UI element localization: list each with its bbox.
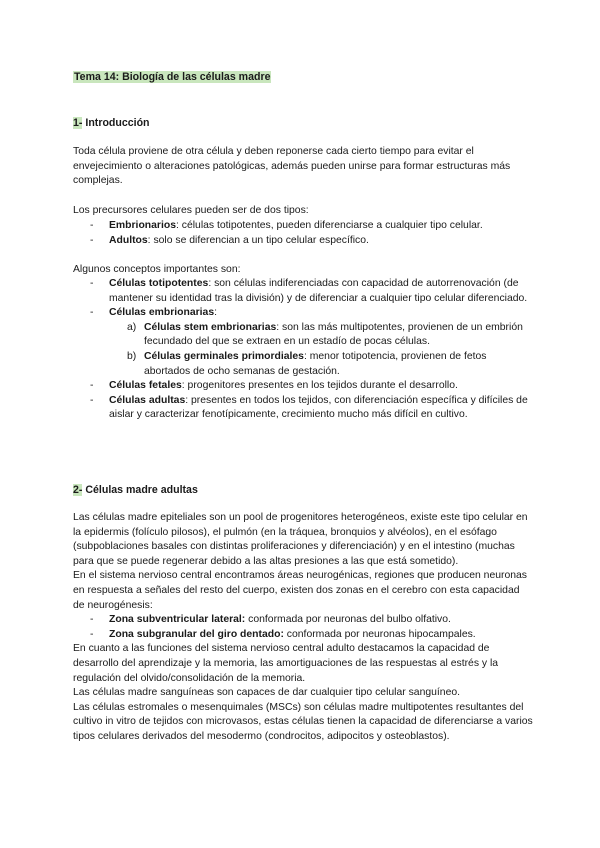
section-1-title: Introducción xyxy=(85,117,150,129)
definition: conformada por neuronas hipocampales. xyxy=(283,628,476,640)
neurogenesis-paragraph: En el sistema nervioso central encontramos áreas neurogénicas, regiones que producen neuronas en respuesta a señales del resto del cuerpo, existen dos zonas en el cerebro con esta capacidad de neurogénesis: xyxy=(73,570,527,611)
section-1-number: 1- xyxy=(73,117,83,129)
definition: : solo se diferencian a un tipo celular específico. xyxy=(147,234,369,246)
list-item xyxy=(73,613,533,628)
section-2-heading xyxy=(73,483,533,498)
list-item xyxy=(73,628,533,643)
sub-list-item xyxy=(73,350,533,379)
concepts-intro: Algunos conceptos importantes son: xyxy=(73,264,241,275)
definition: : son células indiferenciadas con capacidad de autorrenovación (de mantener su identidad tras la división) y de diferenciar a cualquier tipo celular diferenciado. xyxy=(109,278,528,304)
sub-list-item xyxy=(73,321,533,350)
functions-paragraph: En cuanto a las funciones del sistema nervioso central adulto destacamos la capacidad de desarrollo del aprendizaje y la memoria, las amortiguaciones de las respuestas al estrés y la regulación del olvido/consolidación de la memoria. xyxy=(73,643,499,684)
definition: : son las más multipotentes, provienen de un embrión fecundado del que se extraen en un estadío de pocas células. xyxy=(144,321,523,348)
definition: : xyxy=(214,307,217,319)
term: Células totipotentes xyxy=(109,278,209,289)
epithelial-paragraph: Las células madre epiteliales son un pool de progenitores heterogéneos, existe este tipo celular en la epidermis (folículo pilosos), el pulmón (en la tráquea, bronquios y alvéolos), en el esófago (subpoblaciones basales con distintas proliferaciones y diferenciación) y en el intestino (muchas para que se puede regenerar debido a las altas presiones a las que está sometido). xyxy=(73,512,528,567)
sub-label: b) xyxy=(127,350,137,362)
term: Células fetales xyxy=(109,380,182,392)
list-item xyxy=(73,379,533,394)
precursors-intro: Los precursores celulares pueden ser de dos tipos: xyxy=(73,205,309,216)
page-title xyxy=(73,70,533,85)
section-1-heading xyxy=(73,116,533,131)
term: Zona subventricular lateral: xyxy=(109,614,246,626)
term: Adultos xyxy=(109,234,148,246)
term: Células embrionarias xyxy=(109,307,215,319)
term: Embrionarios xyxy=(109,220,176,231)
term: Zona subgranular del giro dentado: xyxy=(109,628,284,640)
list-item xyxy=(73,394,533,423)
list-item xyxy=(73,277,533,306)
definition: conformada por neuronas del bulbo olfativo. xyxy=(245,614,451,626)
term: Células adultas xyxy=(109,394,186,406)
definition: : presentes en todos los tejidos, con diferenciación específica y difíciles de aislar y caracterizar fenotípicamente, crecimiento mucho más difícil en cultivo. xyxy=(109,394,528,421)
section-2-title: Células madre adultas xyxy=(85,484,198,496)
concepts-list xyxy=(73,277,533,423)
mesenchymal-paragraph: Las células estromales o mesenquimales (MSCs) son células madre multipotentes resultantes del cultivo in vitro de tejidos con microvasos, estas células tienen la capacidad de diferenciarse a varios tipos celulares derivados del mesodermo (condrocitos, adipocitos y osteoblastos). xyxy=(73,701,533,742)
sub-label: a) xyxy=(127,321,137,333)
list-item xyxy=(73,219,533,234)
title-highlight: Tema 14: Biología de las células madre xyxy=(74,71,271,83)
section-2-body xyxy=(73,511,533,745)
list-item xyxy=(73,234,533,249)
blood-cells-paragraph: Las células madre sanguíneas son capaces de dar cualquier tipo celular sanguíneo. xyxy=(73,687,461,699)
definition: : menor totipotencia, provienen de fetos abortados de ocho semanas de gestación. xyxy=(144,350,487,377)
intro-paragraph: Toda célula proviene de otra célula y deben reponerse cada cierto tiempo para evitar el envejecimiento o alteraciones patológicas, además pueden unirse para formar estructuras más complejas. xyxy=(73,146,511,187)
list-item xyxy=(73,306,533,321)
precursors-list xyxy=(73,219,533,248)
definition: : progenitores presentes en los tejidos durante el desarrollo. xyxy=(181,380,458,392)
term: Células stem embrionarias xyxy=(144,321,277,333)
section-2-number: 2- xyxy=(73,484,83,496)
term: Células germinales primordiales xyxy=(144,350,304,362)
definition: : células totipotentes, pueden diferenciarse a cualquier tipo celular. xyxy=(175,220,483,231)
